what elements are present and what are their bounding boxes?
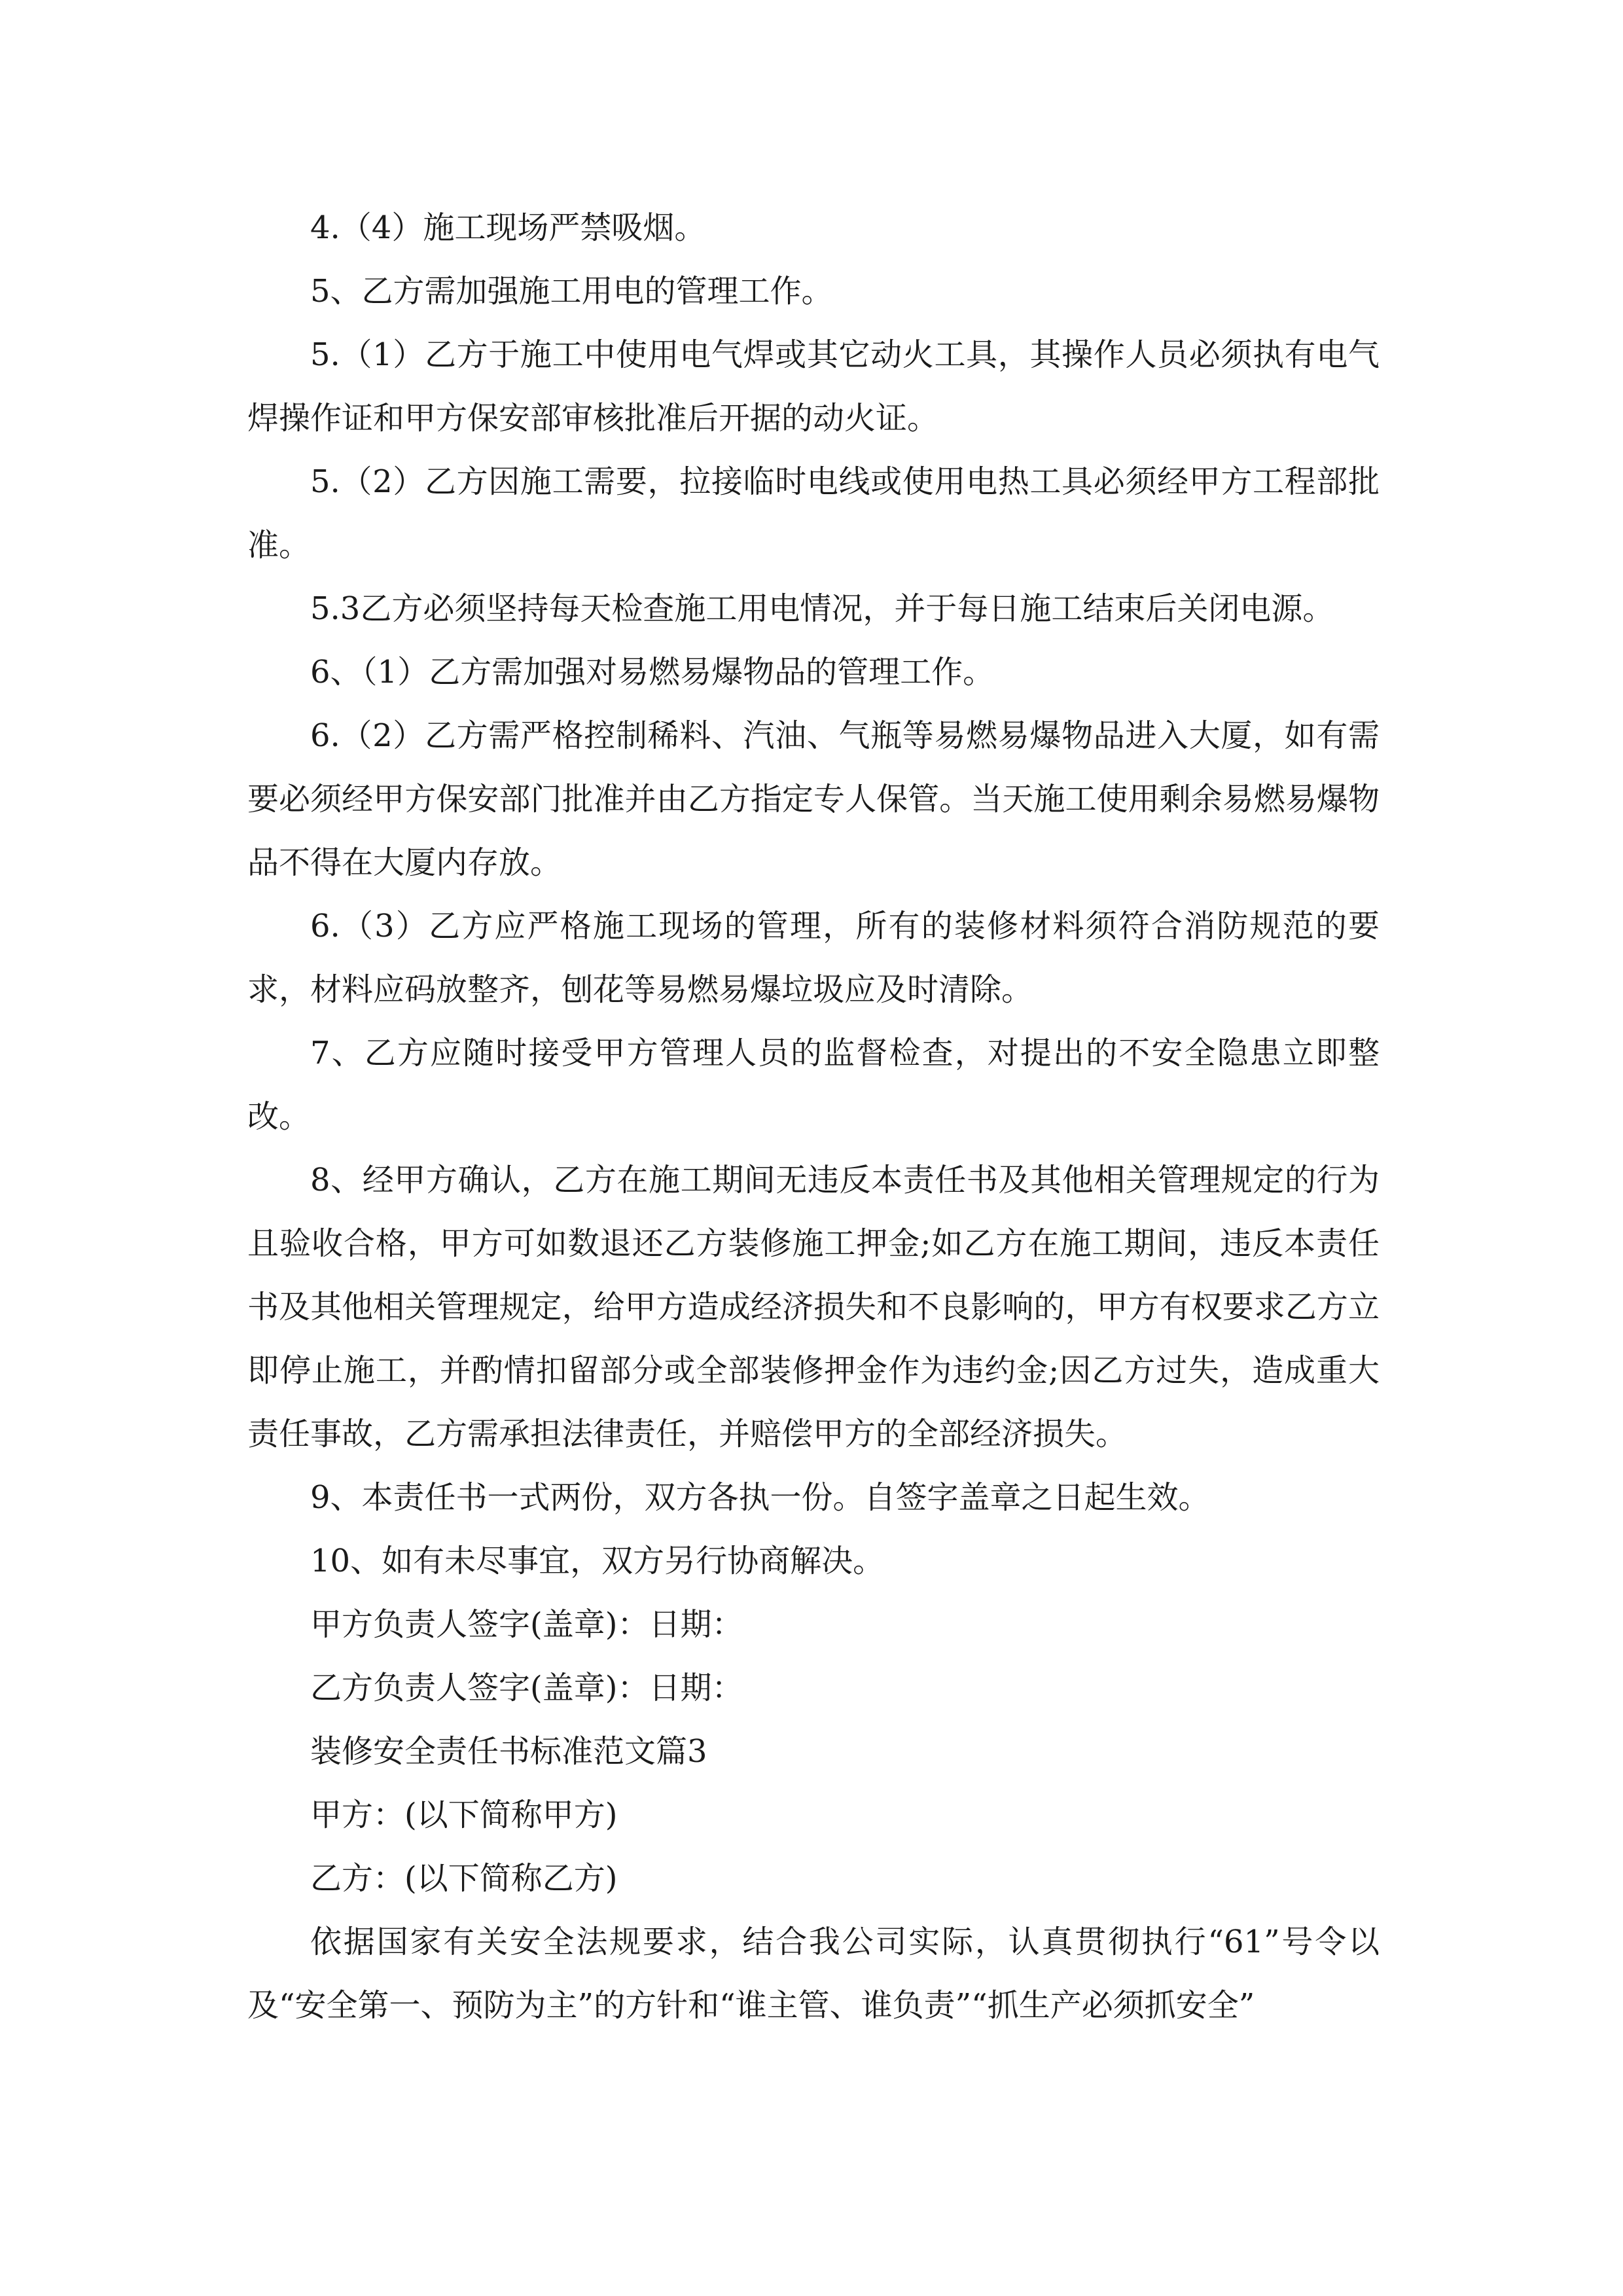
paragraph-10: 10、如有未尽事宜，双方另行协商解决。 <box>310 1543 885 1579</box>
party-a-signature-line: 甲方负责人签字(盖章)：日期： <box>310 1606 743 1643</box>
paragraph-6-1: 6、（1）乙方需加强对易燃易爆物品的管理工作。 <box>310 654 995 691</box>
party-b-signature-line: 乙方负责人签字(盖章)：日期： <box>310 1670 743 1706</box>
section-heading: 装修安全责任书标准范文篇3 <box>310 1733 707 1770</box>
paragraph-5: 5、乙方需加强施工用电的管理工作。 <box>310 273 833 310</box>
paragraph-5-2: 5.（2）乙方因施工需要，拉接临时电线或使用电热工具必须经甲方工程部批准。 <box>247 463 1380 564</box>
intro-paragraph: 依据国家有关安全法规要求，结合我公司实际，认真贯彻执行“61”号令以及“安全第一、预防为主”的方针和“谁主管、谁负责”“抓生产必须抓安全” <box>247 1924 1380 2024</box>
paragraph-4-4: 4.（4）施工现场严禁吸烟。 <box>310 209 706 246</box>
paragraph-5-1: 5.（1）乙方于施工中使用电气焊或其它动火工具，其操作人员必须执有电气焊操作证和甲方保安部审核批准后开据的动火证。 <box>247 336 1380 437</box>
paragraph-8: 8、经甲方确认，乙方在施工期间无违反本责任书及其他相关管理规定的行为且验收合格，甲方可如数退还乙方装修施工押金;如乙方在施工期间，违反本责任书及其他相关管理规定，给甲方造成经济损失和不良影响的，甲方有权要求乙方立即停止施工，并酌情扣留部分或全部装修押金作为违约金;因乙方过失，造成重大责任事故，乙方需承担法律责任，并赔偿甲方的全部经济损失。 <box>247 1162 1380 1452</box>
party-b-line: 乙方：(以下简称乙方) <box>310 1860 618 1897</box>
paragraph-7: 7、乙方应随时接受甲方管理人员的监督检查，对提出的不安全隐患立即整改。 <box>247 1035 1380 1135</box>
document-body <box>247 196 1380 2037</box>
paragraph-6-3: 6.（3）乙方应严格施工现场的管理，所有的装修材料须符合消防规范的要求，材料应码放整齐，刨花等易燃易爆垃圾应及时清除。 <box>247 908 1380 1008</box>
party-a-line: 甲方：(以下简称甲方) <box>310 1797 618 1833</box>
paragraph-6-2: 6.（2）乙方需严格控制稀料、汽油、气瓶等易燃易爆物品进入大厦，如有需要必须经甲方保安部门批准并由乙方指定专人保管。当天施工使用剩余易燃易爆物品不得在大厦内存放。 <box>247 717 1380 881</box>
paragraph-9: 9、本责任书一式两份，双方各执一份。自签字盖章之日起生效。 <box>310 1479 1210 1516</box>
paragraph-5-3: 5.3乙方必须坚持每天检查施工用电情况，并于每日施工结束后关闭电源。 <box>310 590 1334 627</box>
